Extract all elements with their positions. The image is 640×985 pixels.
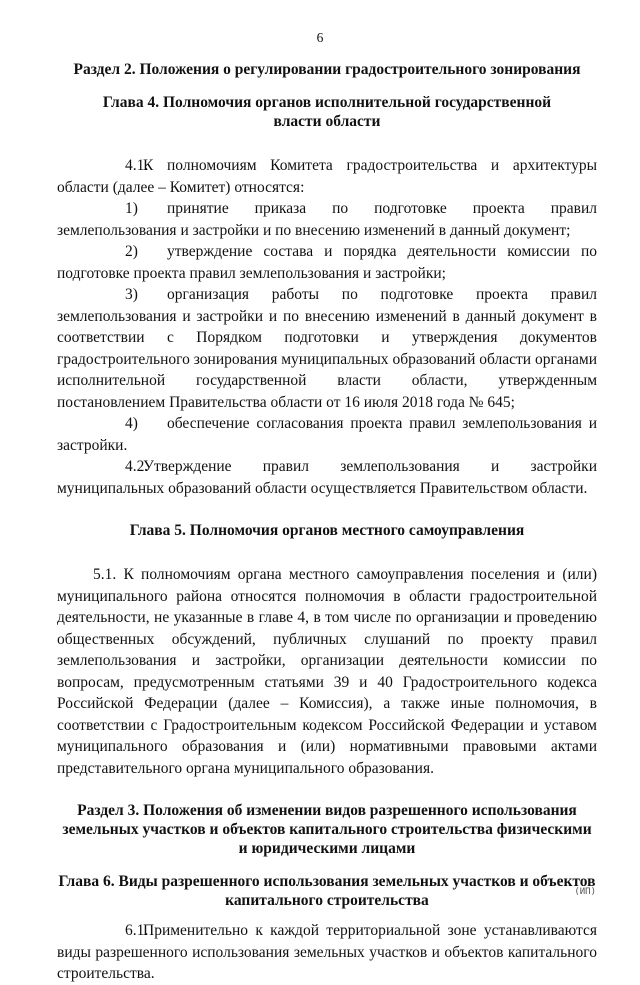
list-item-number: 2)	[125, 243, 138, 260]
paragraph-text: Применительно к каждой территориальной зоне устанавливаются виды разрешенного использования земельных участков и объектов капитального строительства.	[57, 922, 597, 982]
paragraph-number: 4.1.	[125, 157, 149, 174]
paragraph-number: 4.2.	[125, 458, 149, 475]
page-content	[57, 60, 597, 985]
list-item	[57, 241, 597, 284]
list-item-number: 3)	[125, 286, 138, 303]
paragraph-6-1	[57, 920, 597, 985]
paragraph-4-1	[57, 155, 597, 198]
list-item	[57, 413, 597, 456]
list-item-number: 1)	[125, 200, 138, 217]
list-item-text: утверждение состава и порядка деятельности комиссии по подготовке проекта правил землепользования и застройки;	[57, 243, 597, 282]
list-item-text: организация работы по подготовке проекта правил землепользования и застройки и по внесению изменений в данный документ в соответствии с Порядком подготовки и утверждения документов градостроительного зонирования муниципальных образований области органами исполнительной государственной власти области, утвержденным постановлением Правительства области от 16 июля 2018 года № 645;	[57, 286, 597, 411]
page-number: 6	[316, 30, 324, 45]
section-3-title: Раздел 3. Положения об изменении видов разрешенного использования земельных участков и объектов капитального строительства физическими и юридическими лицами	[62, 802, 592, 857]
section-2-title: Раздел 2. Положения о регулировании градостроительного зонирования	[73, 61, 581, 78]
paragraph-number: 6.1.	[125, 922, 149, 939]
chapter-4-title: Глава 4. Полномочия органов исполнительной государственной власти области	[102, 94, 552, 130]
paragraph-text: Утверждение правил землепользования и застройки муниципальных образований области осуществляется Правительством области.	[57, 458, 597, 497]
list-item	[57, 284, 597, 413]
list-item-text: принятие приказа по подготовке проекта правил землепользования и застройки и по внесению изменений в данный документ;	[57, 200, 597, 239]
paragraph-4-2	[57, 456, 597, 499]
paragraph-5-1: 5.1. К полномочиям органа местного самоуправления поселения и (или) муниципального района относятся полномочия в области градостроительной деятельности, не указанные в главе 4, в том числе по организации и проведению общественных обсуждений, публичных слушаний по проекту правил землепользования и застройки, организации деятельности комиссии по вопросам, предусмотренным статьями 39 и 40 Градостроительного кодекса Российской Федерации (далее – Комиссия), а также иные полномочия, в соответствии с Градостроительным кодексом Российской Федерации и уставом муниципального образования и (или) нормативными правовыми актами представительного органа муниципального образования.	[57, 566, 597, 777]
footer-mark: (ИП)	[574, 887, 596, 897]
list-item	[57, 198, 597, 241]
chapter-5-title: Глава 5. Полномочия органов местного самоуправления	[129, 522, 525, 539]
paragraph-text: К полномочиям Комитета градостроительства и архитектуры области (далее – Комитет) относятся:	[57, 157, 597, 196]
chapter-6-title: Глава 6. Виды разрешенного использования земельных участков и объектов капитального строительства	[58, 873, 596, 909]
list-item-text: обеспечение согласования проекта правил землепользования и застройки.	[57, 415, 597, 454]
list-item-number: 4)	[125, 415, 138, 432]
